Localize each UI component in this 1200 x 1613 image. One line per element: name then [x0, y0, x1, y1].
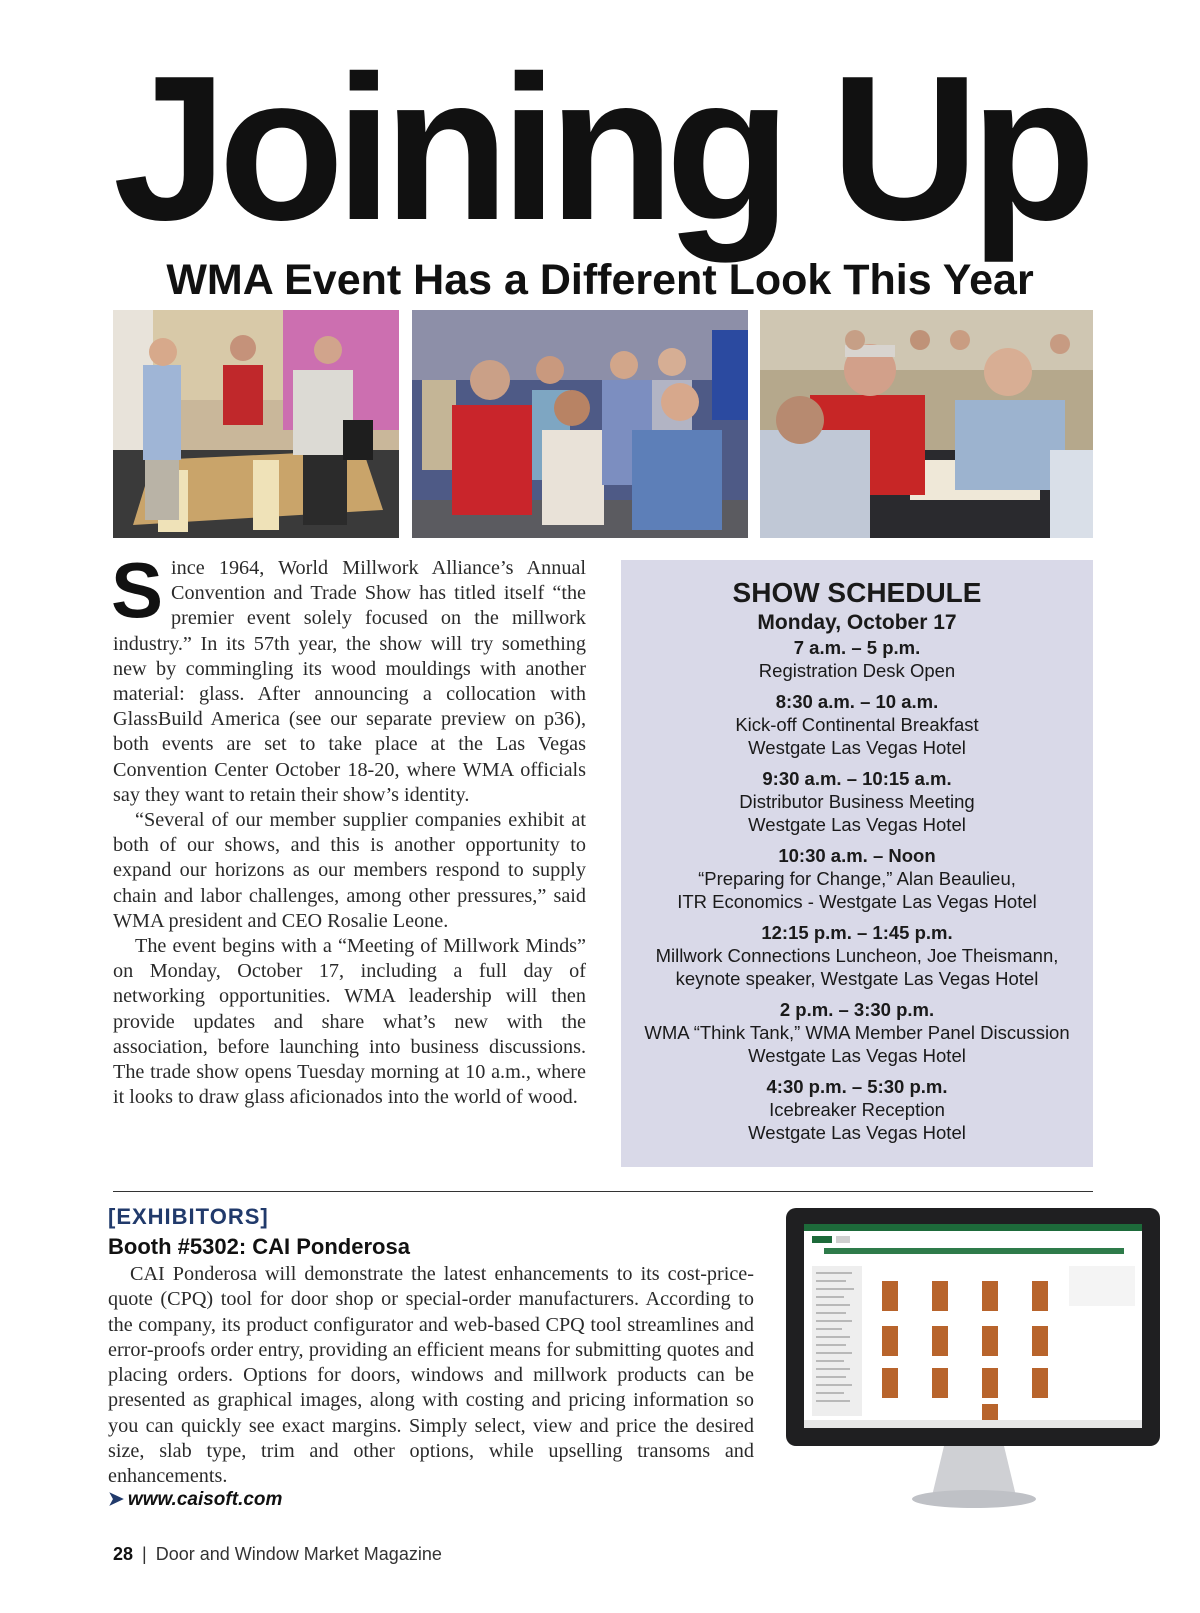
- article-body: [111, 546, 586, 1110]
- schedule-slot-detail: Icebreaker Reception: [769, 1099, 945, 1120]
- arrow-icon: ➤: [108, 1489, 124, 1510]
- exhibitors-kicker: [EXHIBITORS]: [108, 1204, 269, 1229]
- schedule-slot-detail: Westgate Las Vegas Hotel: [748, 737, 966, 758]
- schedule-title: SHOW SCHEDULE: [732, 577, 982, 608]
- schedule-slot-time: 12:15 p.m. – 1:45 p.m.: [761, 922, 953, 943]
- schedule-slot-time: 9:30 a.m. – 10:15 a.m.: [762, 768, 952, 789]
- schedule-slot-detail: Westgate Las Vegas Hotel: [748, 814, 966, 835]
- exhibitor-website-link[interactable]: www.caisoft.com: [127, 1489, 283, 1510]
- schedule-slot-detail: Millwork Connections Luncheon, Joe Theismann,: [655, 945, 1059, 966]
- monitor-illustration: [784, 1206, 1164, 1521]
- schedule-slot: [621, 636, 1093, 682]
- schedule-slot: [621, 767, 1093, 836]
- schedule-slot: [621, 921, 1093, 990]
- schedule-slot-time: 10:30 a.m. – Noon: [778, 845, 936, 866]
- schedule-slot: [621, 844, 1093, 913]
- schedule-slot-detail: Kick-off Continental Breakfast: [735, 714, 979, 735]
- schedule-slot: [621, 1075, 1093, 1144]
- exhibitor-body: CAI Ponderosa will demonstrate the latest enhancements to its cost-price-quote (CPQ) tool for door shop or special-order manufacturers. According to the company, its product configurator and web-based CPQ tool streamlines and error-proofs order entry, providing an efficient means for submitting quotes and placing orders. Options for doors, windows and millwork products can be presented as graphical images, along with costing and pricing information so you can quickly see exact margins. Simply select, view and price the desired size, slab type, trim and other options, while upselling transoms and enhancements.: [108, 1263, 754, 1488]
- headline: Joining Up: [112, 33, 1088, 263]
- exhibitor-link-line: [108, 1488, 282, 1511]
- schedule-slot-detail: keynote speaker, Westgate Las Vegas Hotel: [675, 968, 1039, 989]
- schedule-day: Monday, October 17: [757, 611, 957, 634]
- schedule-slot-time: 8:30 a.m. – 10 a.m.: [775, 691, 939, 712]
- schedule-slot-time: 4:30 p.m. – 5:30 p.m.: [766, 1076, 948, 1097]
- photo-trade-show-crowd: [412, 310, 748, 538]
- schedule-slot: [621, 998, 1093, 1067]
- schedule-slot-detail: Distributor Business Meeting: [739, 791, 975, 812]
- exhibitor-title: Booth #5302: CAI Ponderosa: [108, 1234, 410, 1259]
- schedule-slot-detail: Westgate Las Vegas Hotel: [748, 1122, 966, 1143]
- schedule-slot-detail: Westgate Las Vegas Hotel: [748, 1045, 966, 1066]
- schedule-slot: [621, 690, 1093, 759]
- photo-business-meeting: [760, 310, 1093, 538]
- article-paragraph: The event begins with a “Meeting of Millwork Minds” on Monday, October 17, including a full day of networking opportunities. WMA leadership will then provide updates and share what’s new with the association, before launching into business discussions. The trade show opens Tuesday morning at 10 a.m., where it looks to draw glass aficionados into the world of wood.: [113, 935, 586, 1109]
- article-paragraph: “Several of our member supplier companies exhibit at both of our shows, and this is another opportunity to expand our horizons as our members respond to supply chain and labor challenges, among other pressures,” said WMA president and CEO Rosalie Leone.: [113, 809, 586, 932]
- photo-moulding-display: [113, 310, 399, 538]
- subheadline: WMA Event Has a Different Look This Year: [166, 256, 1034, 304]
- article-paragraph: Since 1964, World Millwork Alliance’s Annual Convention and Trade Show has titled itself “the premier event solely focused on the millwork industry.” In its 57th year, the show will try something new by commingling its wood mouldings with another material: glass. After announcing a collocation with GlassBuild America (see our separate preview on p36), both events are set to take place at the Las Vegas Convention Center October 18-20, where WMA officials say they want to retain their show’s identity.: [111, 546, 586, 806]
- drop-cap: S: [111, 546, 164, 634]
- schedule-slots: [621, 636, 1093, 1144]
- schedule-slot-detail: ITR Economics - Westgate Las Vegas Hotel: [677, 891, 1037, 912]
- schedule-slot-time: 2 p.m. – 3:30 p.m.: [779, 999, 935, 1020]
- schedule-slot-detail: WMA “Think Tank,” WMA Member Panel Discussion: [644, 1022, 1070, 1043]
- publication-name: Door and Window Market Magazine: [155, 1544, 442, 1564]
- show-schedule-box: [621, 560, 1093, 1167]
- schedule-slot-detail: Registration Desk Open: [758, 660, 956, 681]
- page-footer: [113, 1544, 442, 1565]
- footer-separator: |: [142, 1544, 147, 1564]
- section-divider: [113, 1191, 1093, 1192]
- schedule-slot-detail: “Preparing for Change,” Alan Beaulieu,: [698, 868, 1016, 889]
- schedule-slot-time: 7 a.m. – 5 p.m.: [793, 637, 921, 658]
- page-number: 28: [113, 1544, 134, 1564]
